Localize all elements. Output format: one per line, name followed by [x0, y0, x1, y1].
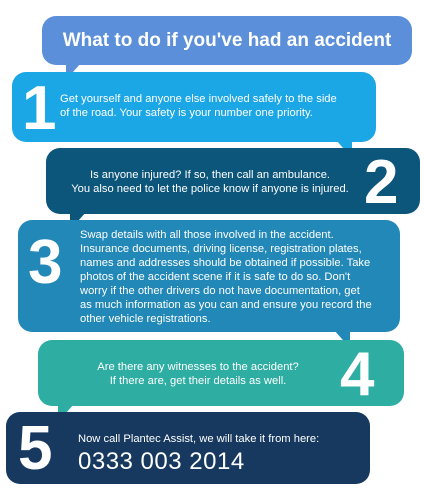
step-4-text [78, 360, 318, 388]
step-1-text [60, 92, 337, 120]
phone-number: 0333 003 2014 [78, 448, 245, 475]
step-5-bubble [6, 412, 370, 484]
step-3-line-3: names and addresses should be obtained if possible. Take [80, 257, 371, 269]
step-4-bubble [38, 340, 404, 409]
step-3-text [80, 228, 372, 326]
step-2-text [60, 168, 360, 196]
step-3-line-2: Insurance documents, driving license, registration plates, [80, 243, 362, 255]
page-title: What to do if you've had an accident [62, 29, 392, 51]
step-2-bubble [46, 148, 420, 217]
step-3-line-5: worry if the other drivers do not have documentation, get [80, 285, 360, 297]
step-2-line-1: Is anyone injured? If so, then call an ambulance. [89, 169, 331, 181]
step-4-line-2: If there are, get their details as well. [109, 375, 287, 387]
step-3-line-4: photos of the accident scene if it is safe to do so. Don't [80, 271, 351, 283]
step-2-line-2: You also need to let the police know if anyone is injured. [71, 183, 349, 195]
title-bubble [42, 16, 412, 65]
step-5-number: 5 [18, 414, 53, 483]
step-1-bubble [12, 72, 376, 142]
step-4-line-1: Are there any witnesses to the accident? [97, 361, 299, 373]
step-3-line-7: other vehicle registrations. [80, 313, 211, 325]
step-5-line-1: Now call Plantec Assist, we will take it from here: [78, 433, 320, 445]
step-3-line-1: Swap details with all those involved in the accident. [80, 229, 334, 241]
step-2-number: 2 [364, 148, 399, 217]
step-3-bubble [18, 220, 400, 332]
step-1-line-1: Get yourself and anyone else involved safely to the side [60, 93, 337, 105]
step-3-line-6: as much information as you can and ensure you record the [80, 299, 372, 311]
step-4-number: 4 [340, 340, 375, 409]
step-1-line-2: of the road. Your safety is your number one priority. [60, 107, 313, 119]
step-3-number: 3 [28, 228, 63, 297]
step-1-number: 1 [22, 74, 57, 143]
